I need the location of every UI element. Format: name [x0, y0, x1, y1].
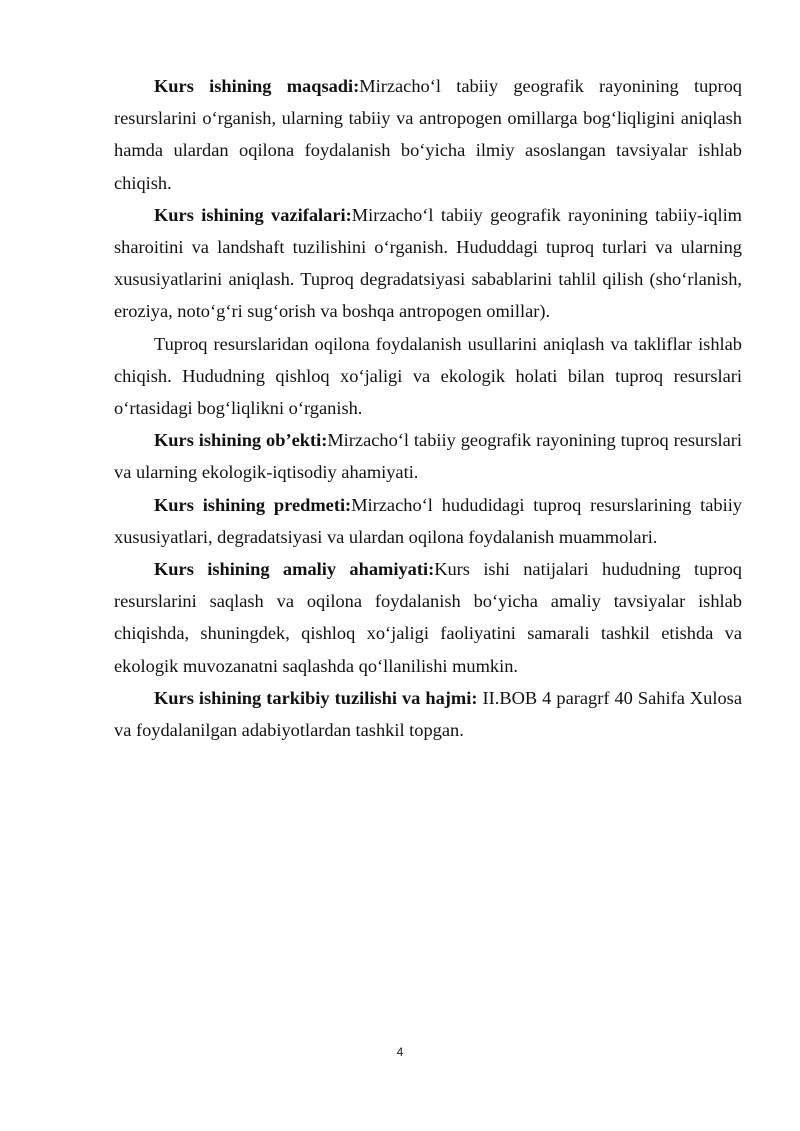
paragraph-tasks: [114, 199, 742, 328]
paragraph-text: Mirzacho‘l tabiiy geografik rayonining tuproq resurslarini o‘rganish, ularning tabiiy va antropogen omillarga bog‘liqligini aniqlash hamda ulardan oqilona foydalanish bo‘yicha ilmiy asoslangan tavsiyalar ishlab chiqish.: [114, 76, 742, 193]
page-number: 4: [396, 1045, 404, 1059]
page-body: [114, 70, 742, 746]
paragraph-goal: [114, 70, 742, 199]
paragraph-heading: Kurs ishining ob’ekti:: [154, 430, 328, 451]
paragraph-heading: Kurs ishining amaliy ahamiyati:: [154, 559, 435, 580]
paragraph-structure: [114, 682, 742, 746]
paragraph-practical-importance: [114, 553, 742, 682]
paragraph-text: II.BOB 4 paragrf 40 Sahifa Xulosa va foydalanilgan adabiyotlardan tashkil topgan.: [114, 687, 742, 741]
paragraph-heading: Kurs ishining vazifalari:: [154, 204, 352, 225]
paragraph-heading: Kurs ishining predmeti:: [154, 494, 352, 515]
paragraph-subject: [114, 489, 742, 553]
paragraph-object: [114, 424, 742, 488]
paragraph-text: Mirzacho‘l tabiiy geografik rayonining tuproq resurslari va ularning ekologik-iqtisodiy ahamiyati.: [114, 430, 742, 483]
paragraph-heading: Kurs ishining tarkibiy tuzilishi va hajmi:: [154, 687, 478, 708]
paragraph-text: Tuproq resurslaridan oqilona foydalanish usullarini aniqlash va takliflar ishlab chiqish. Hududning qishloq xo‘jaligi va ekologik holati bilan tuproq resurslari o‘rtasidagi bog‘liqlikni o‘rganish.: [114, 333, 742, 419]
paragraph-text: Kurs ishi natijalari hududning tuproq resurslarini saqlash va oqilona foydalanish bo‘yicha amaliy tavsiyalar ishlab chiqishda, shuningdek, qishloq xo‘jaligi faoliyatini samarali tashkil etishda va ekologik muvozanatni saqlashda qo‘llanilishi mumkin.: [114, 559, 742, 676]
paragraph-heading: Kurs ishining maqsadi:: [154, 76, 360, 96]
paragraph-tasks-continued: [114, 328, 742, 425]
paragraph-text: Mirzacho‘l tabiiy geografik rayonining tabiiy-iqlim sharoitini va landshaft tuzilishini o‘rganish. Hududdagi tuproq turlari va ularning xususiyatlarini aniqlash. Tuproq degradatsiyasi sabablarini tahlil qilish (sho‘rlanish, eroziya, noto‘g‘ri sug‘orish va boshqa antropogen omillar).: [114, 204, 742, 322]
paragraph-text: Mirzacho‘l hududidagi tuproq resurslarining tabiiy xususiyatlari, degradatsiyasi va ulardan oqilona foydalanish muammolari.: [114, 494, 743, 547]
